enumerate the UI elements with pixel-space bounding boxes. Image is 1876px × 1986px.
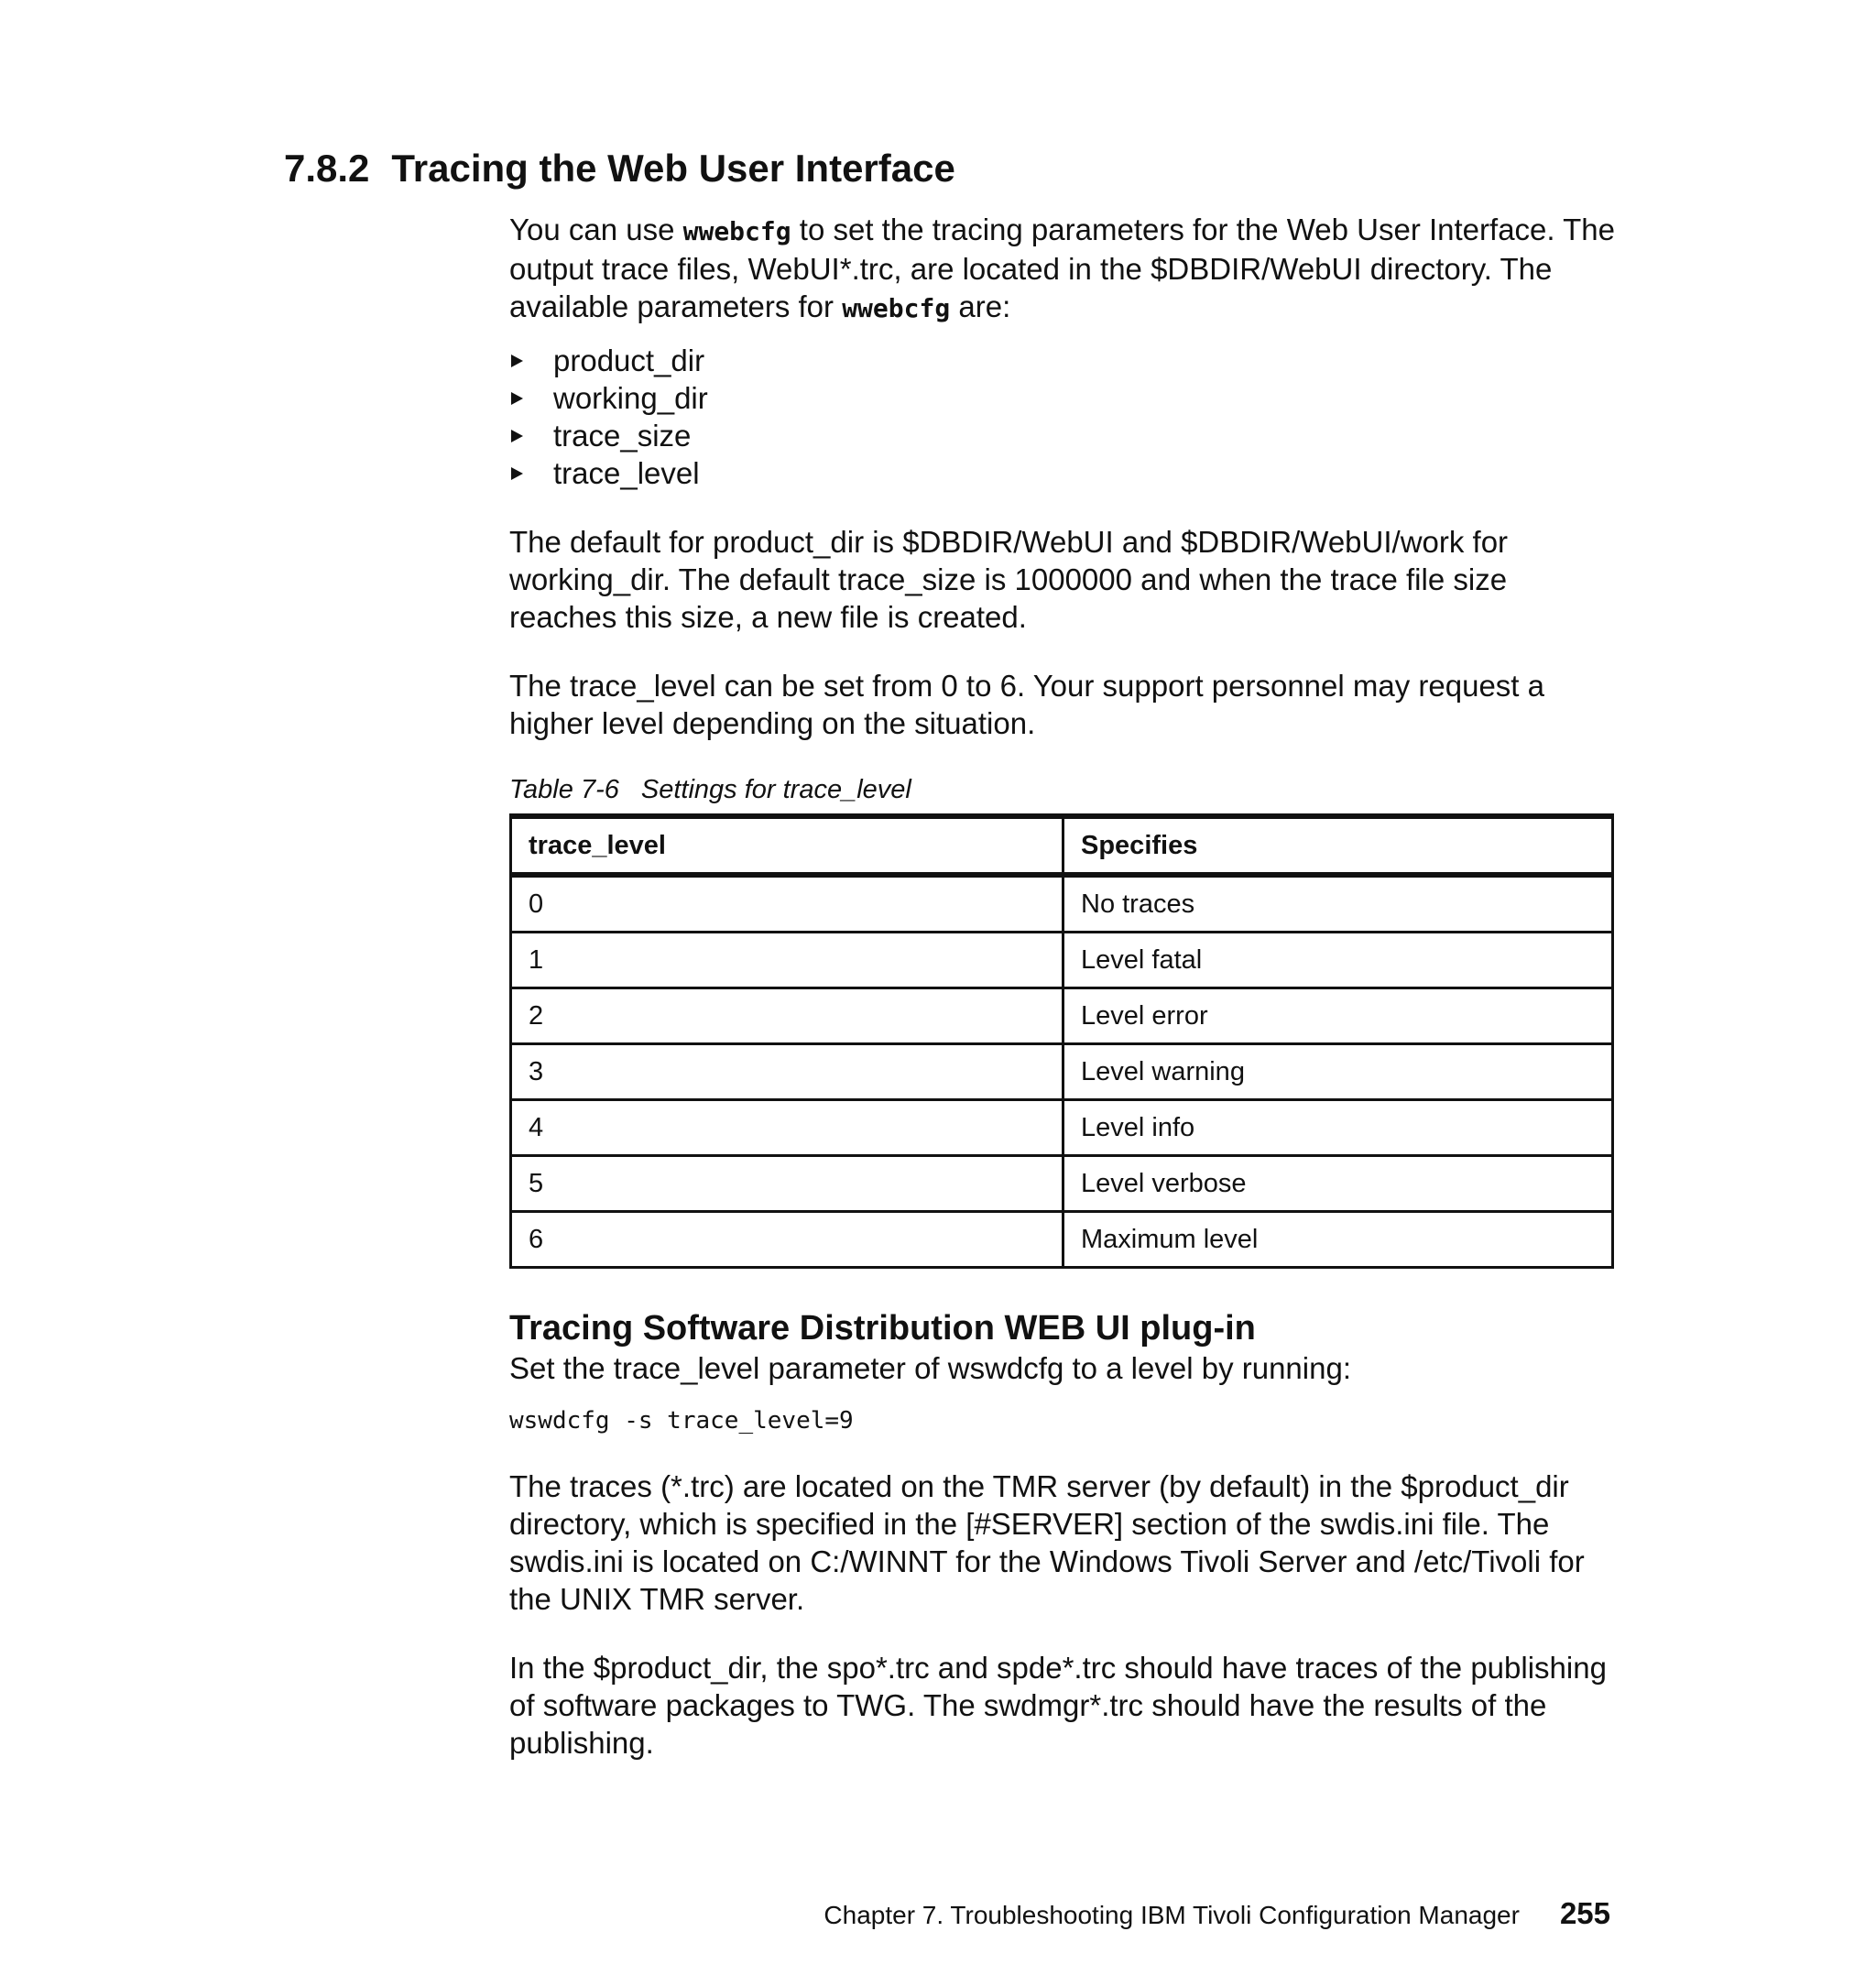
table-cell: 4 [511, 1100, 1063, 1156]
table-row [511, 1100, 1613, 1156]
table-cell: Level fatal [1063, 933, 1613, 988]
table-row [511, 933, 1613, 988]
list-item-label: product_dir [553, 344, 705, 377]
table-cell: Level info [1063, 1100, 1613, 1156]
table-row [511, 1156, 1613, 1212]
defaults-paragraph: The default for product_dir is $DBDIR/WebUI and $DBDIR/WebUI/work for working_dir. The default trace_size is 1000000 and when the trace file size reaches this size, a new file is created. [509, 525, 1509, 634]
inline-command: wwebcfg [842, 293, 951, 323]
list-item [509, 417, 1618, 454]
parameter-list [509, 342, 1618, 492]
inline-command: wwebcfg [682, 216, 791, 246]
intro-text-3: are: [950, 289, 1011, 323]
table-header-row [511, 816, 1613, 875]
section-number: 7.8.2 [284, 147, 370, 190]
table-cell: 3 [511, 1044, 1063, 1100]
table-cell: 5 [511, 1156, 1063, 1212]
bullet-triangle-icon [511, 430, 523, 442]
table-cell: Level verbose [1063, 1156, 1613, 1212]
footer-chapter-title: Chapter 7. Troubleshooting IBM Tivoli Configuration Manager [823, 1901, 1520, 1929]
table-cell: 0 [511, 875, 1063, 933]
table-caption-number: Table 7-6 [509, 775, 619, 804]
table-cell: No traces [1063, 875, 1613, 933]
trace-level-paragraph: The trace_level can be set from 0 to 6. Your support personnel may request a higher level depending on the situation. [509, 669, 1544, 740]
subsection-lead: Set the trace_level parameter of wswdcfg to a level by running: [509, 1351, 1351, 1385]
intro-text-1: You can use [509, 213, 683, 246]
bullet-triangle-icon [511, 355, 523, 367]
command-example: wswdcfg -s trace_level=9 [509, 1407, 854, 1435]
column-header: Specifies [1063, 816, 1613, 875]
table-caption-title: Settings for trace_level [640, 775, 911, 804]
intro-text-2: to set the tracing parameters for the Web User Interface. The output trace files, WebUI*.trc, are located in the $DBDIR/WebUI directory. The available parameters for [509, 213, 1616, 323]
list-item-label: trace_level [553, 456, 700, 490]
traces-location-paragraph: The traces (*.trc) are located on the TMR server (by default) in the $product_dir directory, which is specified in the [#SERVER] section of the swdis.ini file. The swdis.ini is located on C:/WINNT for the Windows Tivoli Server and /etc/Tivoli for the UNIX TMR server. [509, 1469, 1585, 1616]
table-row [511, 875, 1613, 933]
section-title: Tracing the Web User Interface [391, 147, 955, 190]
trace-level-table [509, 813, 1614, 1269]
list-item [509, 342, 1618, 379]
table-cell: 6 [511, 1212, 1063, 1268]
section-heading [284, 145, 955, 192]
table-row [511, 1044, 1613, 1100]
table-cell: 2 [511, 988, 1063, 1044]
list-item-label: trace_size [553, 419, 692, 453]
table-cell: Level error [1063, 988, 1613, 1044]
table-caption [509, 773, 1618, 806]
bullet-triangle-icon [511, 392, 523, 405]
page-footer [823, 1896, 1610, 1931]
publishing-paragraph: In the $product_dir, the spo*.trc and spde*.trc should have traces of the publishing of software packages to TWG. The swdmgr*.trc should have the results of the publishing. [509, 1651, 1607, 1760]
content-body [509, 211, 1618, 1762]
list-item-label: working_dir [553, 381, 708, 415]
table-row [511, 988, 1613, 1044]
subsection-heading: Tracing Software Distribution WEB UI plug-in [509, 1309, 1256, 1348]
list-item [509, 379, 1618, 417]
table-row [511, 1212, 1613, 1268]
table-cell: 1 [511, 933, 1063, 988]
column-header: trace_level [511, 816, 1063, 875]
intro-paragraph [509, 211, 1618, 327]
table-cell: Maximum level [1063, 1212, 1613, 1268]
page-number: 255 [1559, 1896, 1610, 1930]
table-cell: Level warning [1063, 1044, 1613, 1100]
bullet-triangle-icon [511, 467, 523, 480]
list-item [509, 454, 1618, 492]
